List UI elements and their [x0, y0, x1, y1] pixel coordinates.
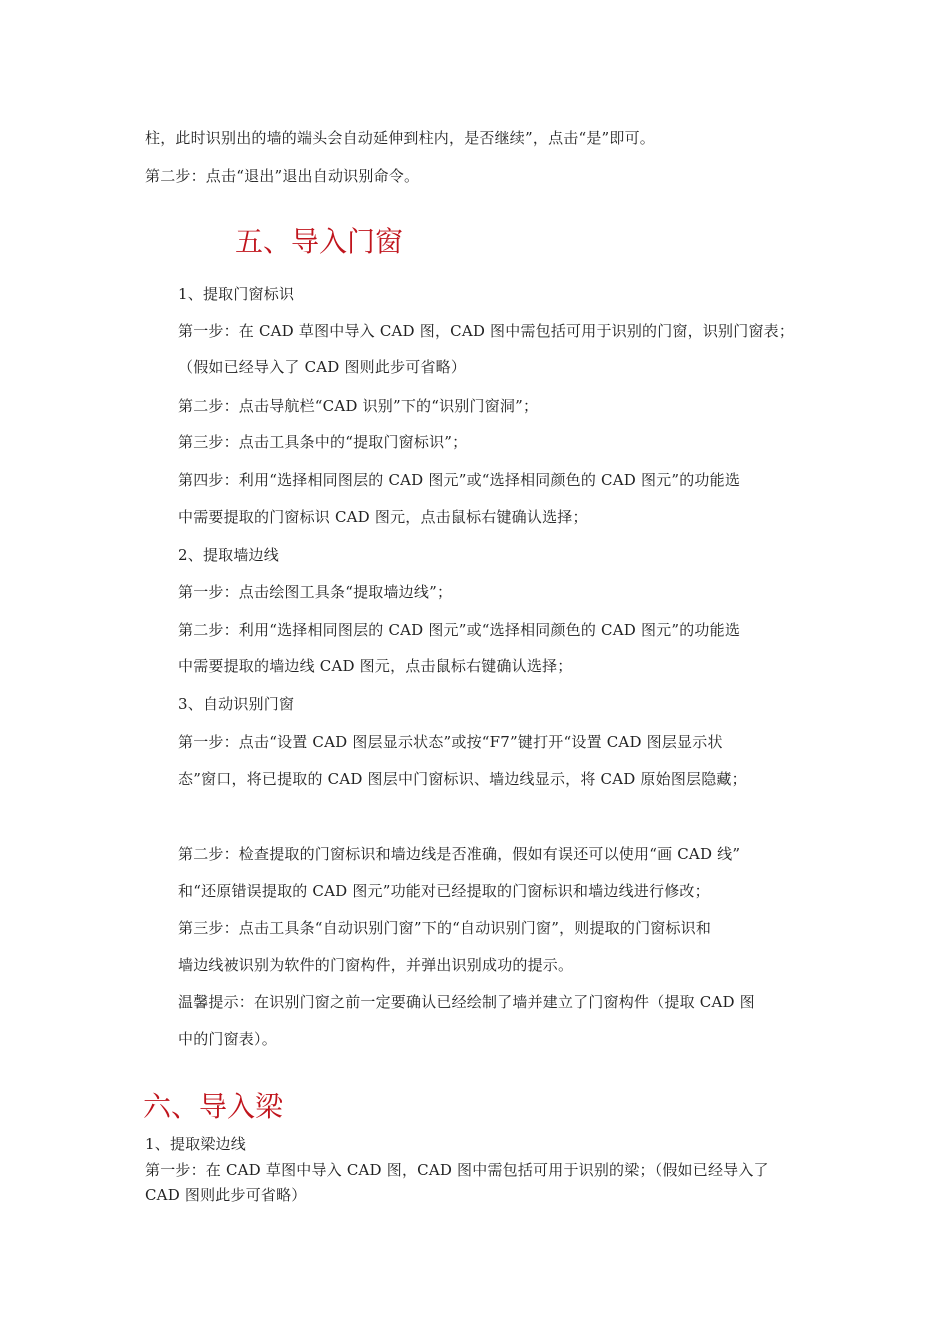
section-5-sub-3-step-3b: 墙边线被识别为软件的门窗构件，并弹出识别成功的提示。: [178, 956, 574, 974]
section-5-sub-3-tip-b: 中的门窗表）。: [178, 1030, 277, 1048]
section-6-heading: 六、导入梁: [143, 1090, 284, 1123]
section-5-sub-3-step-3a: 第三步：点击工具条“自动识别门窗”下的“自动识别门窗”，则提取的门窗标识和: [178, 919, 712, 937]
section-5-sub-1-step-2: 第二步：点击导航栏“CAD 识别”下的“识别门窗洞”；: [178, 397, 539, 415]
intro-line-1: 柱，此时识别出的墙的端头会自动延伸到柱内，是否继续”，点击“是”即可。: [145, 129, 656, 147]
section-5-sub-1-step-1a: 第一步：在 CAD 草图中导入 CAD 图，CAD 图中需包括可用于识别的门窗，识别门窗表；: [178, 322, 795, 340]
section-5-sub-3-tip-a: 温馨提示：在识别门窗之前一定要确认已经绘制了墙并建立了门窗构件（提取 CAD 图: [178, 993, 755, 1011]
section-5-sub-2-step-2a: 第二步：利用“选择相同图层的 CAD 图元”或“选择相同颜色的 CAD 图元”的功能选: [178, 621, 741, 639]
section-6-sub-1-step-1b: CAD 图则此步可省略）: [145, 1186, 307, 1204]
section-5-sub-3-step-1b: 态”窗口，将已提取的 CAD 图层中门窗标识、墙边线显示，将 CAD 原始图层隐藏；: [178, 770, 747, 788]
section-5-sub-2-step-1: 第一步：点击绘图工具条“提取墙边线”；: [178, 583, 453, 601]
section-5-sub-3-step-2a: 第二步：检查提取的门窗标识和墙边线是否准确，假如有误还可以使用“画 CAD 线”: [178, 845, 741, 863]
section-6-sub-1-title: 1、提取梁边线: [145, 1135, 246, 1153]
section-5-sub-3-step-1a: 第一步：点击“设置 CAD 图层显示状态”或按“F7”键打开“设置 CAD 图层显示状: [178, 733, 723, 751]
section-5-sub-1-step-3: 第三步：点击工具条中的“提取门窗标识”；: [178, 433, 468, 451]
section-5-sub-3-step-2b: 和“还原错误提取的 CAD 图元”功能对已经提取的门窗标识和墙边线进行修改；: [178, 882, 710, 900]
intro-line-2: 第二步：点击“退出”退出自动识别命令。: [145, 167, 420, 185]
section-5-sub-1-title: 1、提取门窗标识: [178, 285, 295, 303]
section-5-sub-1-step-4a: 第四步：利用“选择相同图层的 CAD 图元”或“选择相同颜色的 CAD 图元”的功能选: [178, 471, 741, 489]
section-5-sub-1-step-1b: （假如已经导入了 CAD 图则此步可省略）: [178, 358, 467, 376]
section-5-sub-1-step-4b: 中需要提取的门窗标识 CAD 图元，点击鼠标右键确认选择；: [178, 508, 588, 526]
section-5-sub-2-title: 2、提取墙边线: [178, 546, 279, 564]
section-5-heading: 五、导入门窗: [235, 225, 404, 258]
section-5-sub-3-title: 3、自动识别门窗: [178, 695, 295, 713]
section-5-sub-2-step-2b: 中需要提取的墙边线 CAD 图元，点击鼠标右键确认选择；: [178, 657, 573, 675]
section-6-sub-1-step-1a: 第一步：在 CAD 草图中导入 CAD 图，CAD 图中需包括可用于识别的梁；（假如已经导入了: [145, 1161, 769, 1179]
